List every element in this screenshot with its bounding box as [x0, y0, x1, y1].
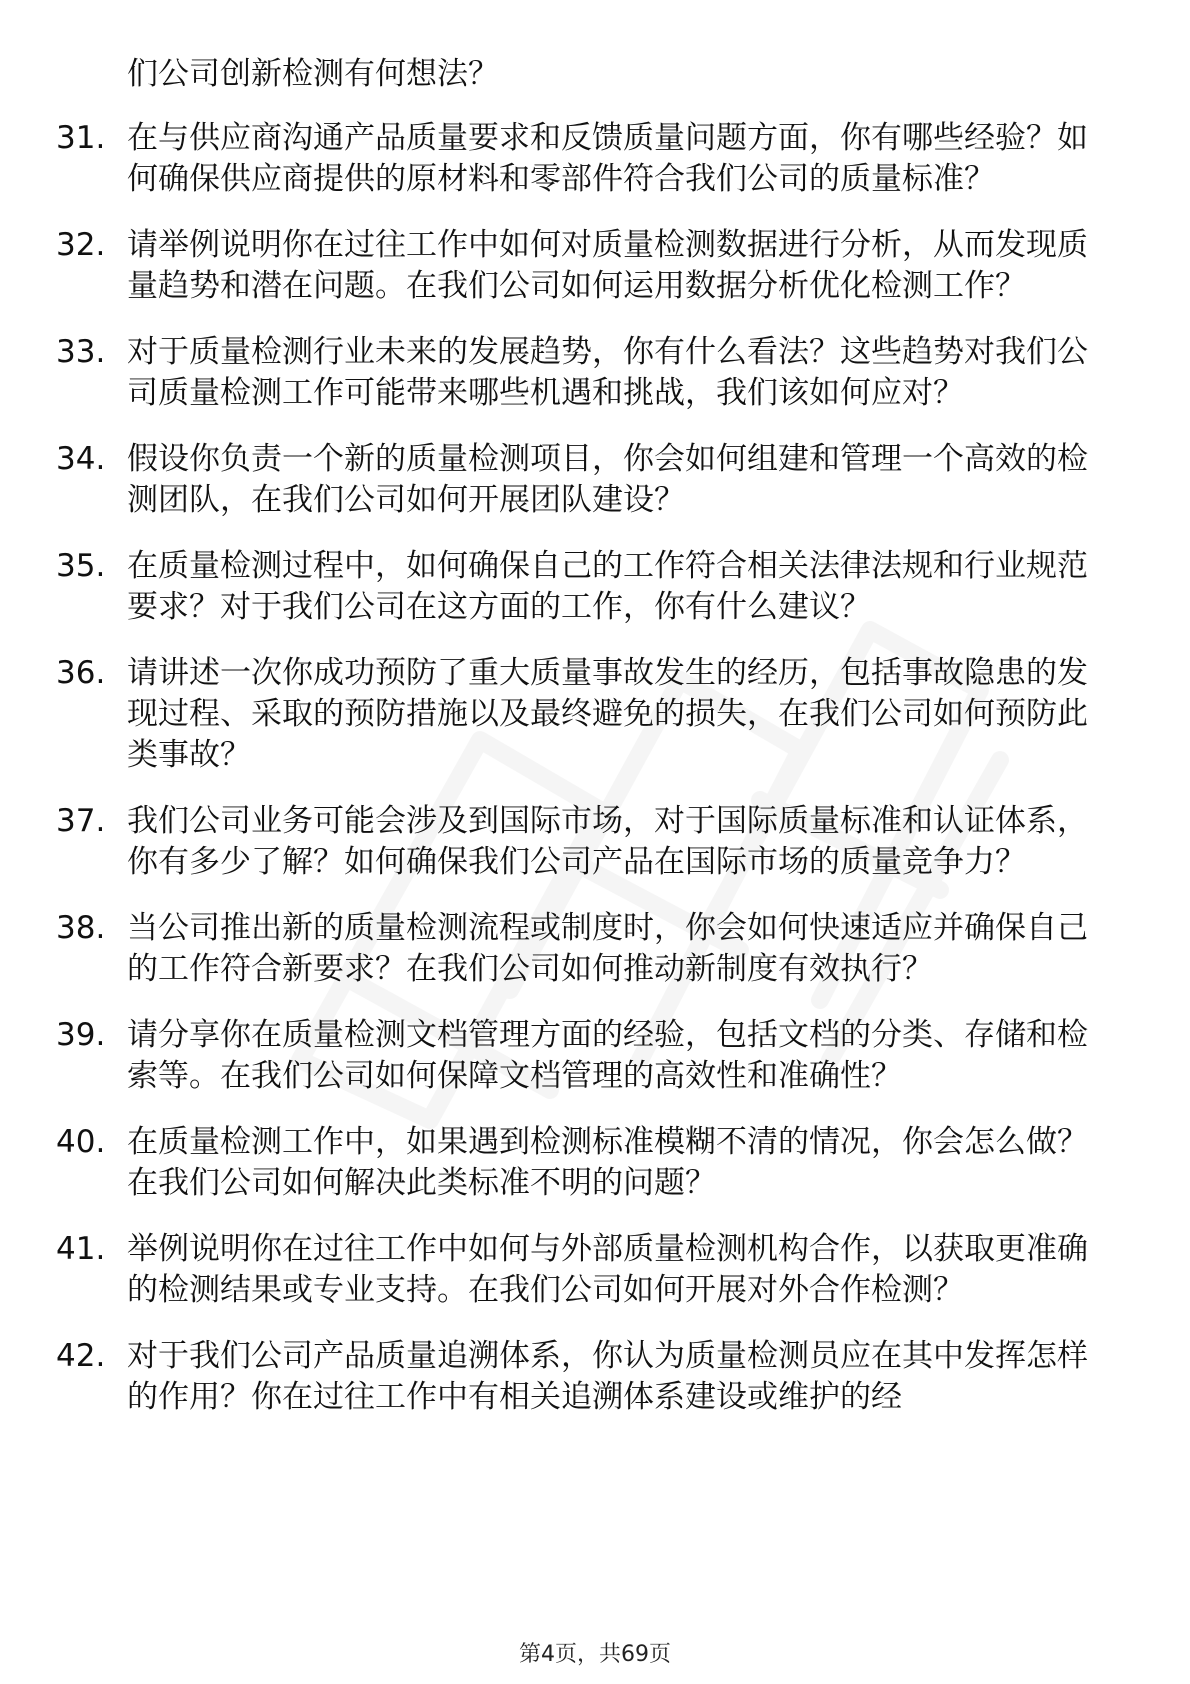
question-number: 31.	[56, 120, 106, 156]
question-text: 我们公司业务可能会涉及到国际市场，对于国际质量标准和认证体系，你有多少了解？如何确保我们公司产品在国际市场的质量竞争力？	[127, 803, 1088, 880]
continuation-text: 们公司创新检测有何想法？	[127, 56, 499, 92]
list-item	[0, 118, 1190, 200]
list-item	[0, 1122, 1190, 1204]
question-number: 39.	[56, 1017, 106, 1053]
question-text: 假设你负责一个新的质量检测项目，你会如何组建和管理一个高效的检测团队，在我们公司如何开展团队建设？	[127, 441, 1088, 518]
list-item	[0, 332, 1190, 414]
question-number: 35.	[56, 548, 106, 584]
question-text: 在质量检测过程中，如何确保自己的工作符合相关法律法规和行业规范要求？对于我们公司在这方面的工作，你有什么建议？	[127, 548, 1088, 625]
list-item	[0, 1336, 1190, 1418]
question-text: 在与供应商沟通产品质量要求和反馈质量问题方面，你有哪些经验？如何确保供应商提供的原材料和零部件符合我们公司的质量标准？	[127, 120, 1088, 197]
question-number: 41.	[56, 1231, 106, 1267]
question-number: 37.	[56, 803, 106, 839]
list-item	[0, 439, 1190, 521]
question-number: 34.	[56, 441, 106, 477]
page-footer: 第4页，共69页	[519, 1642, 671, 1667]
question-number: 36.	[56, 655, 106, 691]
list-item	[0, 1229, 1190, 1311]
question-number: 38.	[56, 910, 106, 946]
list-item	[0, 546, 1190, 628]
question-list	[0, 118, 1190, 1443]
list-item	[0, 653, 1190, 776]
question-text: 当公司推出新的质量检测流程或制度时，你会如何快速适应并确保自己的工作符合新要求？在我们公司如何推动新制度有效执行？	[127, 910, 1088, 987]
question-text: 请分享你在质量检测文档管理方面的经验，包括文档的分类、存储和检索等。在我们公司如何保障文档管理的高效性和准确性？	[127, 1017, 1088, 1094]
question-number: 33.	[56, 334, 106, 370]
question-text: 请讲述一次你成功预防了重大质量事故发生的经历，包括事故隐患的发现过程、采取的预防措施以及最终避免的损失，在我们公司如何预防此类事故？	[127, 655, 1088, 773]
question-text: 举例说明你在过往工作中如何与外部质量检测机构合作，以获取更准确的检测结果或专业支持。在我们公司如何开展对外合作检测？	[127, 1231, 1088, 1308]
list-item	[0, 801, 1190, 883]
list-item	[0, 225, 1190, 307]
question-number: 40.	[56, 1124, 106, 1160]
list-item	[0, 1015, 1190, 1097]
list-item	[0, 908, 1190, 990]
question-text: 在质量检测工作中，如果遇到检测标准模糊不清的情况，你会怎么做？在我们公司如何解决此类标准不明的问题？	[127, 1124, 1088, 1201]
question-number: 42.	[56, 1338, 106, 1374]
question-number: 32.	[56, 227, 106, 263]
question-text: 请举例说明你在过往工作中如何对质量检测数据进行分析，从而发现质量趋势和潜在问题。在我们公司如何运用数据分析优化检测工作？	[127, 227, 1088, 304]
question-text: 对于我们公司产品质量追溯体系，你认为质量检测员应在其中发挥怎样的作用？你在过往工作中有相关追溯体系建设或维护的经	[127, 1338, 1088, 1415]
question-text: 对于质量检测行业未来的发展趋势，你有什么看法？这些趋势对我们公司质量检测工作可能带来哪些机遇和挑战，我们该如何应对？	[127, 334, 1088, 411]
